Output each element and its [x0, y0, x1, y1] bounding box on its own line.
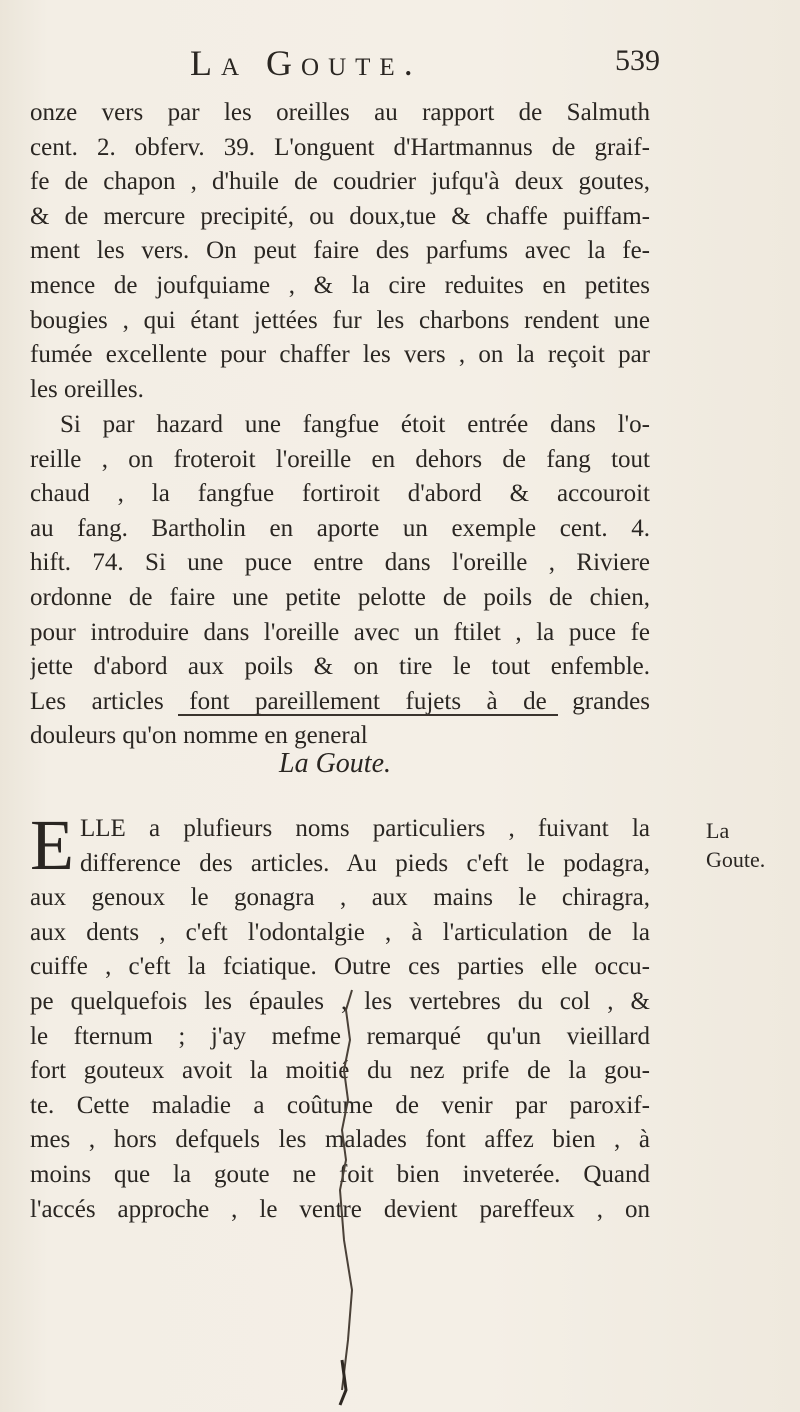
text-line: le fternum ; j'ay mefme remarqué qu'un vieillard: [30, 1022, 650, 1050]
text-line: ment les vers. On peut faire des parfums avec la fe-: [30, 237, 650, 265]
text-line: & de mercure precipité, ou doux,tue & chaffe puiffam-: [30, 202, 650, 230]
text-line: LLE a plufieurs noms particuliers , fuivant la: [79, 815, 650, 842]
margin-note-line: La: [706, 818, 730, 843]
page-number: 539: [615, 44, 660, 77]
margin-note-line: Goute.: [706, 847, 766, 872]
text-line: les oreilles.: [30, 375, 144, 403]
text-line: chaud , la fangfue fortiroit d'abord & accouroit: [30, 480, 650, 508]
text-line: douleurs qu'on nomme en general: [30, 722, 368, 750]
text-line: aux dents , c'eft l'odontalgie , à l'articulation de la: [30, 918, 650, 946]
text-line: reille , on froteroit l'oreille en dehors de fang tout: [30, 445, 650, 473]
text-line: cent. 2. obferv. 39. L'onguent d'Hartmannus de graif-: [30, 133, 650, 161]
text-line: onze vers par les oreilles au rapport de Salmuth: [30, 99, 650, 126]
running-title: La Goute.: [190, 43, 422, 83]
text-line: moins que la goute ne foit bien inveterée. Quand: [30, 1160, 650, 1188]
text-line: pe quelquefois les épaules , les vertebres du col , &: [30, 987, 650, 1015]
text-line: fe de chapon , d'huile de coudrier jufqu'à deux goutes,: [30, 168, 650, 196]
section-title: La Goute.: [279, 748, 391, 779]
text-line: l'accés approche , le ventre devient pareffeux , on: [30, 1195, 650, 1223]
text-line: cuiffe , c'eft la fciatique. Outre ces parties elle occu-: [30, 953, 650, 981]
text-line: jette d'abord aux poils & on tire le tout enfemble.: [30, 653, 650, 681]
text-line: aux genoux le gonagra , aux mains le chiragra,: [30, 884, 650, 912]
text-line: mes , hors defquels les malades font affez bien , à: [30, 1126, 650, 1154]
text-line: Les articles font pareillement fujets à de grandes: [30, 687, 650, 715]
text-line: hift. 74. Si une puce entre dans l'oreille , Riviere: [30, 549, 650, 577]
text-line: bougies , qui étant jettées fur les charbons rendent une: [30, 306, 650, 334]
text-line: difference des articles. Au pieds c'eft le podagra,: [79, 849, 650, 877]
text-line: pour introduire dans l'oreille avec un ftilet , la puce fe: [30, 618, 650, 646]
text-line: fort gouteux avoit la moitié du nez prife de la gou-: [30, 1057, 650, 1085]
text-line: Si par hazard une fangfue étoit entrée dans l'o-: [60, 411, 650, 438]
text-line: fumée excellente pour chaffer les vers , on la reçoit par: [30, 341, 650, 369]
text-line: te. Cette maladie a coûtume de venir par paroxif-: [30, 1091, 650, 1119]
drop-cap: E: [30, 805, 74, 885]
text-line: ordonne de faire une petite pelotte de poils de chien,: [30, 583, 650, 611]
text-line: au fang. Bartholin en aporte un exemple cent. 4.: [30, 514, 650, 542]
text-line: mence de joufquiame , & la cire reduites en petites: [30, 271, 650, 299]
